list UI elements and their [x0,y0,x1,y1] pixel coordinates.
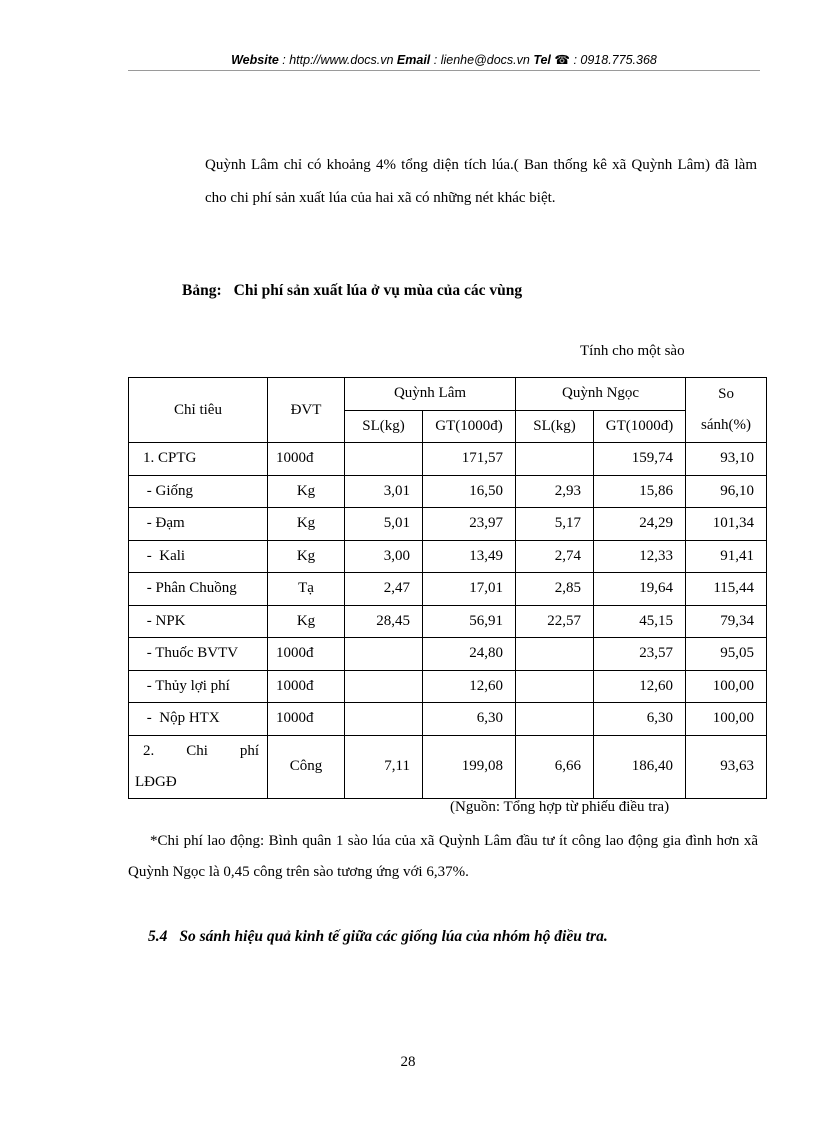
row-gt-quynh-lam: 12,60 [423,670,516,703]
row-so-sanh: 101,34 [686,508,767,541]
table-row [129,670,767,703]
row-label: - Đạm [129,508,268,541]
row-gt-quynh-ngoc: 19,64 [594,573,686,606]
row-gt-quynh-ngoc: 159,74 [594,443,686,476]
row-sl-quynh-ngoc [516,443,594,476]
row-label: - Nộp HTX [129,703,268,736]
row-sl-quynh-ngoc: 22,57 [516,605,594,638]
row-gt-quynh-lam: 171,57 [423,443,516,476]
header-so-sanh-line1: So [718,386,734,402]
table-row [129,638,767,671]
row-sl-quynh-ngoc: 5,17 [516,508,594,541]
row-unit: Kg [268,475,345,508]
cost-table [128,377,767,799]
row-sl-quynh-lam [345,670,423,703]
row-unit: Tạ [268,573,345,606]
email-label: Email [396,53,431,67]
row-unit: Kg [268,540,345,573]
header-quynh-lam: Quỳnh Lâm [345,378,516,411]
header-divider [128,70,760,71]
row-sl-quynh-lam: 3,00 [345,540,423,573]
table-row [129,605,767,638]
row-so-sanh: 79,34 [686,605,767,638]
unit-note: Tính cho một sào [580,343,685,359]
section-title: So sánh hiệu quả kinh tế giữa các giống lúa của nhóm hộ điều tra. [179,928,608,945]
row-sl-quynh-lam: 5,01 [345,508,423,541]
row-sl-quynh-lam: 28,45 [345,605,423,638]
row-so-sanh: 115,44 [686,573,767,606]
row-label: - NPK [129,605,268,638]
row-gt-quynh-ngoc: 186,40 [594,735,686,798]
table-row [129,735,767,798]
section-number: 5.4 [148,928,168,945]
row-label-line2: LĐGĐ [135,773,177,790]
header-chi-tieu: Chỉ tiêu [129,378,268,443]
page-header [128,52,760,67]
header-so-sanh-line2: sánh(%) [701,417,752,433]
row-sl-quynh-lam: 3,01 [345,475,423,508]
row-unit: Kg [268,508,345,541]
row-gt-quynh-ngoc: 23,57 [594,638,686,671]
email-value: : lienhe@docs.vn [430,53,534,67]
source-note: (Nguồn: Tổng hợp từ phiếu điều tra) [450,799,670,815]
row-label: - Phân Chuồng [129,573,268,606]
table-header-row [129,378,767,411]
page-number: 28 [400,1054,416,1070]
row-sl-quynh-ngoc: 2,93 [516,475,594,508]
header-sl-quynh-ngoc: SL(kg) [516,410,594,443]
row-label: - Thủy lợi phí [129,670,268,703]
row-so-sanh: 93,10 [686,443,767,476]
row-gt-quynh-ngoc: 6,30 [594,703,686,736]
row-sl-quynh-ngoc [516,638,594,671]
row-so-sanh: 91,41 [686,540,767,573]
row-gt-quynh-ngoc: 15,86 [594,475,686,508]
table-row [129,703,767,736]
row-label-line1 [143,736,259,767]
row-sl-quynh-lam [345,443,423,476]
table-row [129,475,767,508]
table-title-text: Chi phí sản xuất lúa ở vụ mùa của các vùng [233,282,523,299]
row-label-part: 2. [143,742,155,759]
row-sl-quynh-ngoc [516,703,594,736]
website-label: Website [231,53,279,67]
row-sl-quynh-lam [345,703,423,736]
tel-label: Tel [533,53,551,67]
table-row [129,573,767,606]
row-sl-quynh-ngoc: 2,85 [516,573,594,606]
row-label: - Thuốc BVTV [129,638,268,671]
row-gt-quynh-lam: 16,50 [423,475,516,508]
row-unit: Kg [268,605,345,638]
row-so-sanh: 96,10 [686,475,767,508]
row-unit: Công [268,735,345,798]
row-unit: 1000đ [268,638,345,671]
labor-paragraph: *Chi phí lao động: Bình quân 1 sào lúa của xã Quỳnh Lâm đầu tư ít công lao động gia đình hơn xã Quỳnh Ngọc là 0,45 công trên sào tương ứng với 6,37%. [128,833,758,880]
header-dvt: ĐVT [268,378,345,443]
row-label: - Kali [129,540,268,573]
row-gt-quynh-lam: 6,30 [423,703,516,736]
row-unit: 1000đ [268,443,345,476]
section-heading [148,928,608,946]
row-gt-quynh-lam: 13,49 [423,540,516,573]
row-gt-quynh-ngoc: 12,33 [594,540,686,573]
row-unit: 1000đ [268,703,345,736]
header-gt-quynh-ngoc: GT(1000đ) [594,410,686,443]
row-label-part: Chi [186,742,208,759]
row-label [129,735,268,798]
row-gt-quynh-lam: 56,91 [423,605,516,638]
row-so-sanh: 95,05 [686,638,767,671]
row-label: - Giống [129,475,268,508]
intro-paragraph: Quỳnh Lâm chỉ có khoảng 4% tổng diện tích lúa.( Ban thống kê xã Quỳnh Lâm) đã làm cho chi phí sản xuất lúa của hai xã có những nét khác biệt. [205,157,757,206]
row-label: 1. CPTG [129,443,268,476]
row-sl-quynh-ngoc: 2,74 [516,540,594,573]
header-gt-quynh-lam: GT(1000đ) [423,410,516,443]
row-unit: 1000đ [268,670,345,703]
row-sl-quynh-ngoc: 6,66 [516,735,594,798]
row-sl-quynh-lam [345,638,423,671]
header-so-sanh [686,378,767,443]
row-gt-quynh-lam: 199,08 [423,735,516,798]
table-row [129,443,767,476]
row-gt-quynh-lam: 23,97 [423,508,516,541]
table-row [129,540,767,573]
table-title [182,282,522,300]
header-quynh-ngoc: Quỳnh Ngọc [516,378,686,411]
row-gt-quynh-ngoc: 12,60 [594,670,686,703]
table-title-label: Bảng: [182,282,222,299]
header-sl-quynh-lam: SL(kg) [345,410,423,443]
table-row [129,508,767,541]
row-so-sanh: 100,00 [686,670,767,703]
row-sl-quynh-ngoc [516,670,594,703]
tel-value: : 0918.775.368 [569,53,657,67]
row-gt-quynh-ngoc: 24,29 [594,508,686,541]
row-so-sanh: 93,63 [686,735,767,798]
row-label-part: phí [239,742,259,759]
row-gt-quynh-lam: 24,80 [423,638,516,671]
website-value: : http://www.docs.vn [278,53,397,67]
row-sl-quynh-lam: 7,11 [345,735,423,798]
phone-icon: ☎ [554,53,570,67]
row-gt-quynh-lam: 17,01 [423,573,516,606]
row-so-sanh: 100,00 [686,703,767,736]
row-sl-quynh-lam: 2,47 [345,573,423,606]
row-gt-quynh-ngoc: 45,15 [594,605,686,638]
